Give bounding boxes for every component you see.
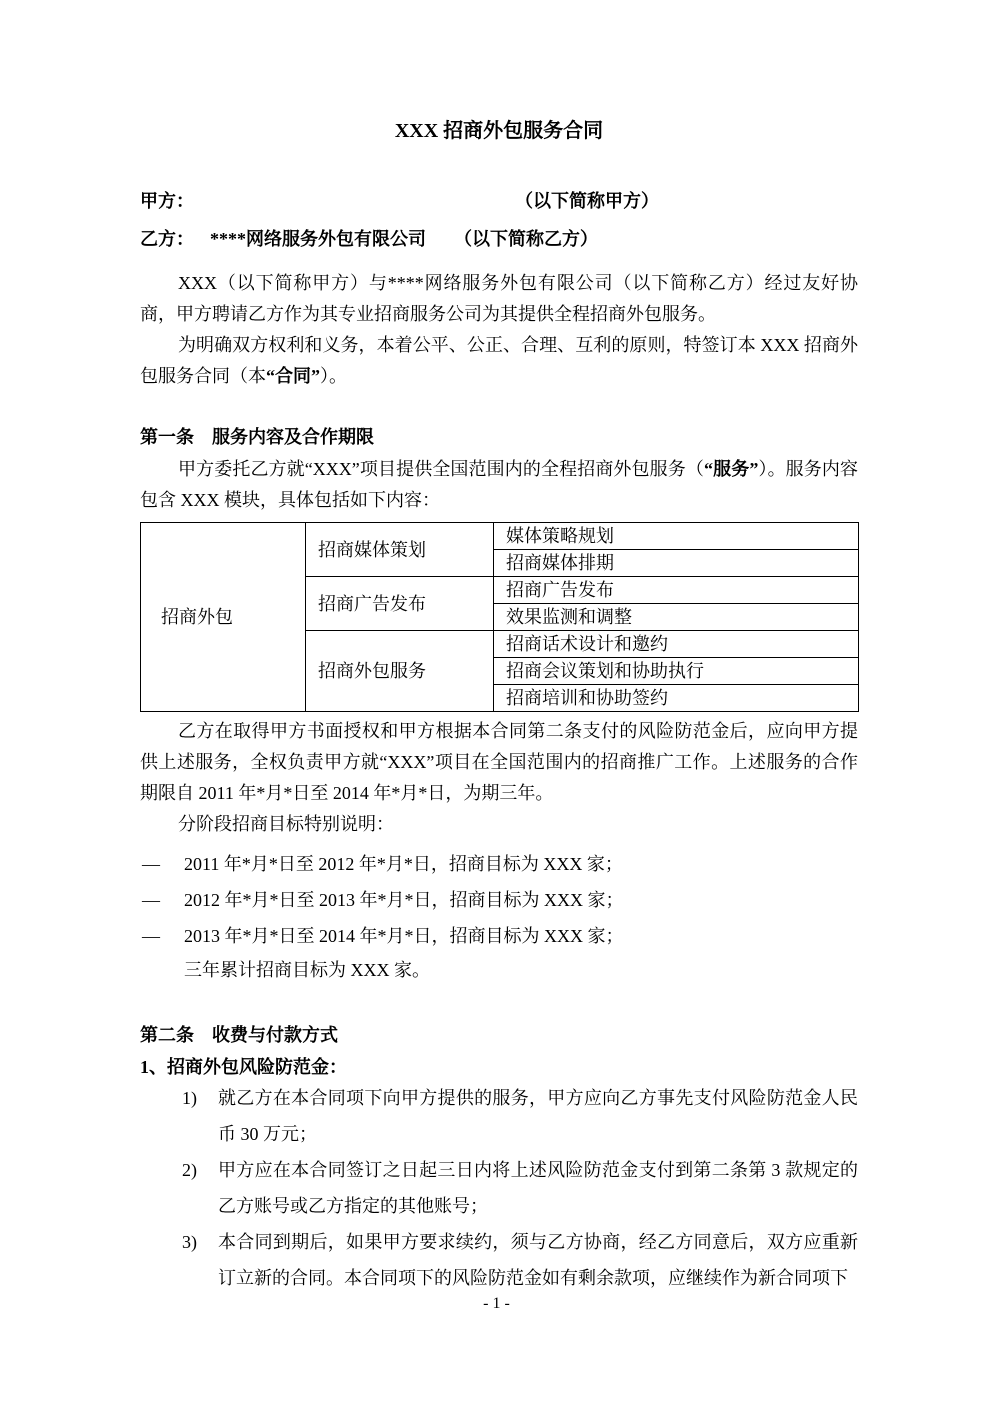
table-cell-item: 招商广告发布 [494, 577, 859, 604]
milestone-summary: 三年累计招商目标为 XXX 家。 [184, 960, 430, 980]
list-item [140, 918, 858, 954]
party-a-alias: （以下简称甲方） [515, 191, 659, 211]
milestone-text: 2011 年*月*日至 2012 年*月*日，招商目标为 XXX 家； [184, 854, 623, 874]
dash-bullet: — [142, 854, 160, 874]
list-item [140, 1224, 858, 1296]
party-b-row [140, 226, 858, 252]
service-content-table [140, 522, 859, 712]
section2-heading: 第二条 收费与付款方式 [140, 1025, 338, 1045]
list-item [140, 882, 858, 918]
section1-paragraph-1-tail: ）。服务内容包含 XXX 模块，具体包括如下内容： [140, 459, 859, 510]
section1-heading: 第一条 服务内容及合作期限 [140, 427, 374, 447]
item-text: 本合同到期后，如果甲方要求续约，须与乙方协商，经乙方同意后，双方应重新订立新的合同。本合同项下的风险防范金如有剩余款项，应继续作为新合同项下 [218, 1232, 858, 1288]
page-title: XXX 招商外包服务合同 [394, 120, 604, 142]
section2-subheading: 1、招商外包风险防范金： [140, 1057, 347, 1077]
party-a-row [140, 188, 858, 214]
table-cell-item: 招商媒体排期 [494, 550, 859, 577]
table-cell-item: 招商话术设计和邀约 [494, 631, 859, 658]
section1-paragraph-3: 分阶段招商目标特别说明： [178, 814, 394, 834]
milestone-text: 2012 年*月*日至 2013 年*月*日，招商目标为 XXX 家； [184, 890, 624, 910]
intro-paragraph-2 [140, 330, 858, 392]
item-number: 1) [182, 1088, 197, 1108]
table-cell-item: 招商培训和协助签约 [494, 685, 859, 712]
list-item [140, 1152, 858, 1224]
table-row [141, 523, 859, 550]
party-b-alias: （以下简称乙方） [454, 229, 598, 249]
table-cell-item: 效果监测和调整 [494, 604, 859, 631]
table-cell-item: 媒体策略规划 [494, 523, 859, 550]
section1-paragraph-1-text: 甲方委托乙方就“XXX”项目提供全国范围内的全程招商外包服务（ [178, 459, 704, 479]
table-cell-group: 招商广告发布 [306, 577, 494, 631]
item-number: 3) [182, 1232, 197, 1252]
intro-paragraph-1: XXX（以下简称甲方）与****网络服务外包有限公司（以下简称乙方）经过友好协商，甲方聘请乙方作为其专业招商服务公司为其提供全程招商外包服务。 [140, 273, 858, 324]
party-b-name: ****网络服务外包有限公司 [210, 229, 426, 249]
milestone-list [140, 846, 858, 954]
party-a-label: 甲方： [140, 191, 194, 211]
party-b-label: 乙方： [140, 229, 194, 249]
dash-bullet: — [142, 890, 160, 910]
section1-paragraph-2: 乙方在取得甲方书面授权和甲方根据本合同第二条支付的风险防范金后，应向甲方提供上述服务，全权负责甲方就“XXX”项目在全国范围内的招商推广工作。上述服务的合作期限自 2011 年*月*日至 2014 年*月*日，为期三年。 [140, 721, 858, 803]
table-cell-group: 招商外包服务 [306, 631, 494, 712]
table-cell-category: 招商外包 [141, 523, 306, 712]
dash-bullet: — [142, 926, 160, 946]
section1-paragraph-1 [140, 454, 858, 516]
item-number: 2) [182, 1160, 197, 1180]
table-cell-item: 招商会议策划和协助执行 [494, 658, 859, 685]
section1-paragraph-1-bold-term: “服务” [704, 459, 759, 479]
intro-paragraph-2-tail: ）。 [320, 366, 347, 386]
milestone-text: 2013 年*月*日至 2014 年*月*日，招商目标为 XXX 家； [184, 926, 624, 946]
intro-paragraph-2-text: 为明确双方权利和义务，本着公平、公正、合理、互利的原则，特签订本 XXX 招商外包服务合同（本 [140, 335, 858, 386]
intro-paragraph-2-bold-term: “合同” [266, 366, 320, 386]
numbered-list [140, 1080, 858, 1296]
table-cell-group: 招商媒体策划 [306, 523, 494, 577]
list-item [140, 1080, 858, 1152]
item-text: 就乙方在本合同项下向甲方提供的服务，甲方应向乙方事先支付风险防范金人民币 30 万元； [218, 1088, 858, 1144]
page-number: - 1 - [483, 1295, 510, 1312]
item-text: 甲方应在本合同签订之日起三日内将上述风险防范金支付到第二条第 3 款规定的乙方账号或乙方指定的其他账号； [218, 1160, 858, 1216]
list-item [140, 846, 858, 882]
